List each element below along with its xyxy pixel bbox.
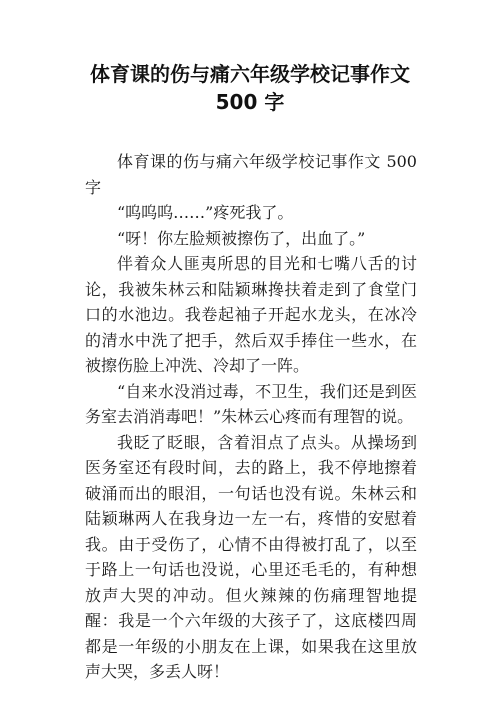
paragraph-dialogue-3: “自来水没消过毒，不卫生，我们还是到医务室去消消毒吧！”朱林云心疼而有理智的说。 <box>85 381 417 426</box>
paragraph-narrative-1: 伴着众人匪夷所思的目光和七嘴八舌的讨论，我被朱林云和陆颖琳搀扶着走到了食堂门口的水池边。我卷起袖子开起水龙头，在冰冷的清水中洗了把手，然后双手捧住一些水，在被擦伤脸上冲洗、冷却了一阵。 <box>85 254 417 375</box>
title-line-2: 500 字 <box>215 90 285 114</box>
document-title <box>40 60 460 116</box>
document-body <box>85 149 417 685</box>
paragraph-subtitle: 体育课的伤与痛六年级学校记事作文 500 字 <box>85 152 417 197</box>
paragraph-dialogue-2: “呀！你左脸颊被擦伤了，出血了。” <box>117 228 366 248</box>
paragraph-dialogue-1: “呜呜呜……”疼死我了。 <box>117 203 294 222</box>
title-line-1: 体育课的伤与痛六年级学校记事作文 <box>90 62 410 86</box>
paragraph-narrative-2: 我眨了眨眼，含着泪点了点头。从操场到医务室还有段时间，去的路上，我不停地擦着破涌而出的眼泪，一句话也没有说。朱林云和陆颖琳两人在我身边一左一右，疼惜的安慰着我。由于受伤了，心情不由得被打乱了，以至于路上一句话也没说，心里还毛毛的，有种想放声大哭的冲动。但火辣辣的伤痛理智地提醒：我是一个六年级的大孩子了，这底楼四周都是一年级的小朋友在上课，如果我在这里放声大哭，多丢人呀！ <box>85 432 417 681</box>
